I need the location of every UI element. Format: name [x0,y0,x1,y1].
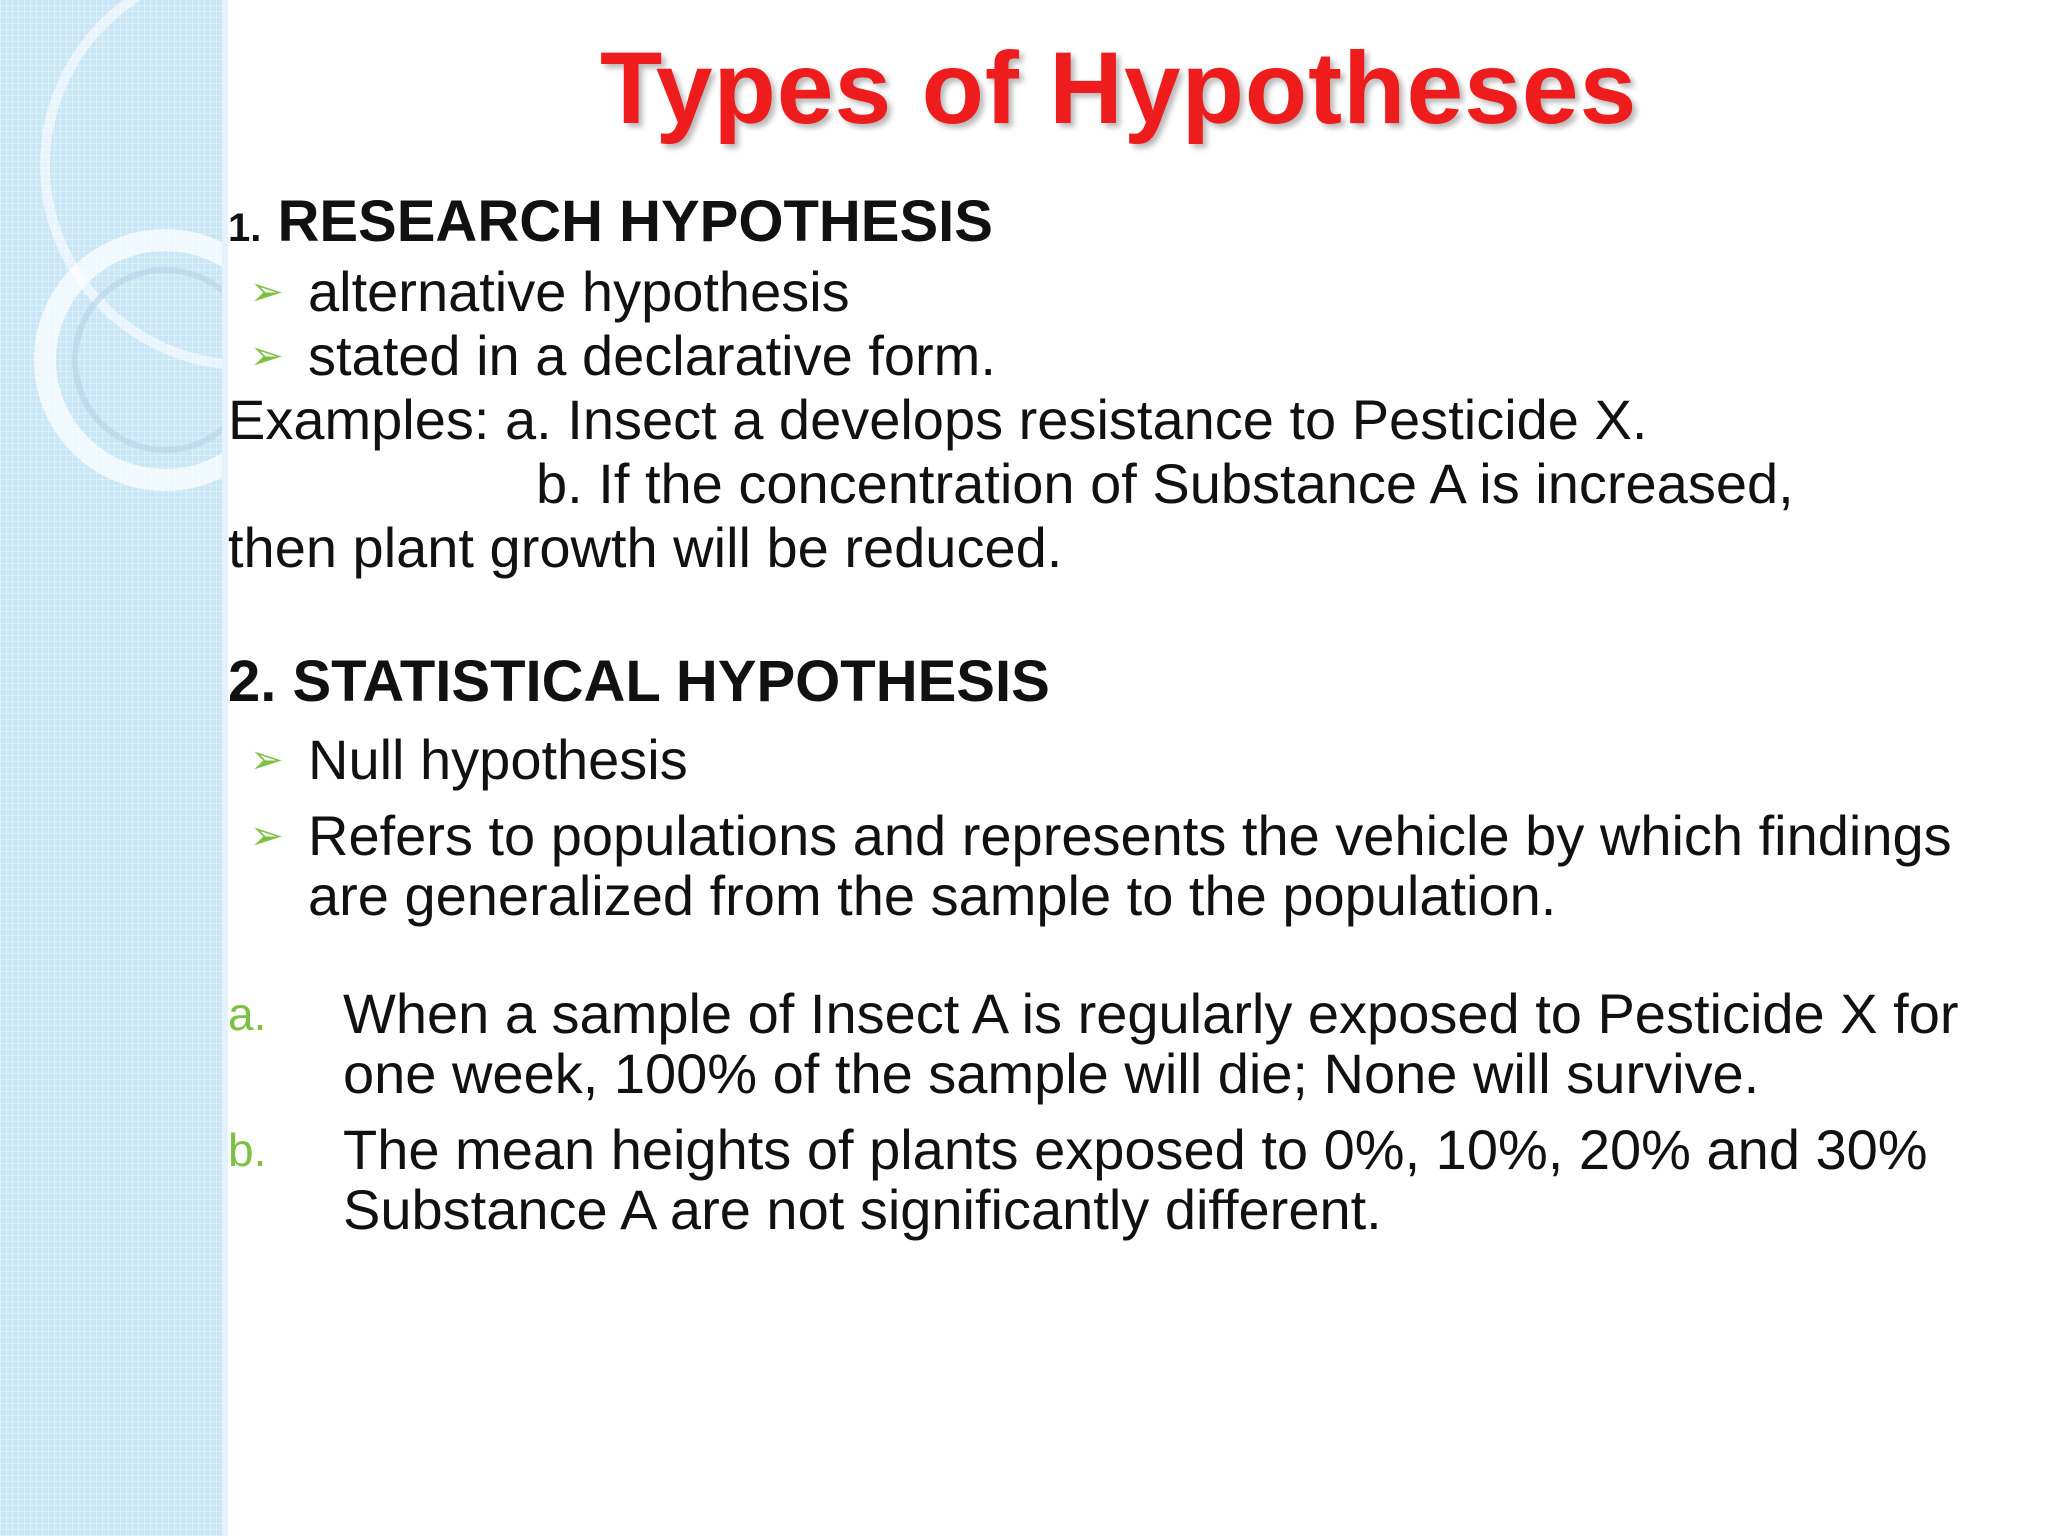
list-item [228,324,2018,388]
example-a: a. Insect a develops resistance to Pesticide X. [505,388,1648,451]
slide-content [228,190,2018,1240]
item-marker: b. [228,1124,267,1176]
list-item [228,728,2018,792]
section2-heading: 2. STATISTICAL HYPOTHESIS [228,649,1050,714]
decorative-circles [0,0,228,520]
section1-bullets [228,260,2018,388]
example-a-line [228,388,2018,452]
bullet-text: Null hypothesis [308,728,688,791]
arrowhead-bullet-icon: ➢ [250,270,284,314]
slide-title: Types of Hypotheses [600,31,1638,145]
examples-label: Examples: [228,388,490,451]
example-b-line1: b. If the concentration of Substance A is increased, [536,452,1794,515]
section1-heading [228,190,2018,260]
bullet-text: stated in a declarative form. [308,324,996,387]
decorative-sidebar [0,0,228,1536]
arrowhead-bullet-icon: ➢ [250,738,284,782]
arrowhead-bullet-icon: ➢ [250,334,284,378]
section2-bullets [228,728,2018,926]
item-text: The mean heights of plants exposed to 0%, 10%, 20% and 30% Substance A are not significantly different. [343,1118,1928,1241]
bullet-text: Refers to populations and represents the vehicle by which findings are generalized from the sample to the population. [308,804,1952,927]
list-item [228,806,2018,926]
arrowhead-bullet-icon: ➢ [250,814,284,858]
bullet-text: alternative hypothesis [308,260,850,323]
section1-number: 1. [228,206,262,250]
item-text: When a sample of Insect A is regularly exposed to Pesticide X for one week, 100% of the sample will die; None will survive. [343,982,1959,1105]
item-marker: a. [228,988,267,1040]
example-b-line2: then plant growth will be reduced. [228,516,1063,579]
list-item [228,1120,2018,1240]
section1-title: RESEARCH HYPOTHESIS [277,189,993,254]
list-item [228,984,2018,1104]
list-item [228,260,2018,324]
